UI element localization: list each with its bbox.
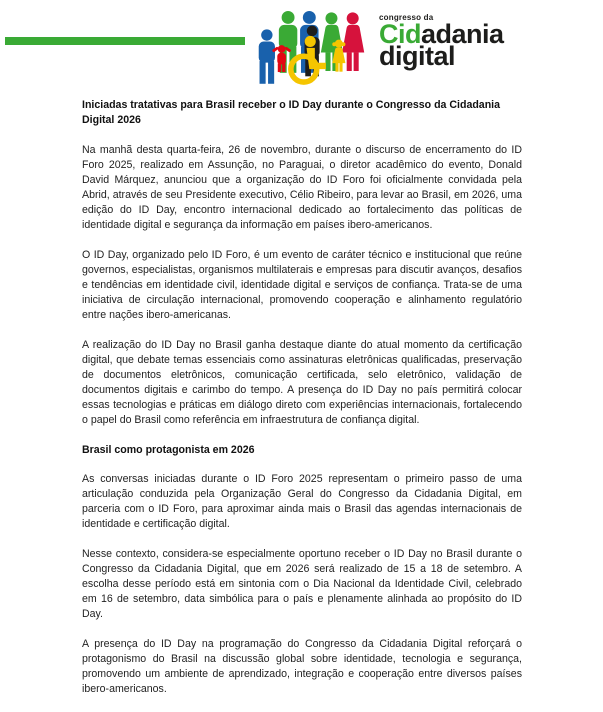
article-paragraph-3: A realização do ID Day no Brasil ganha destaque diante do atual momento da certificação digital, que debate temas essenciais como assinaturas eletrônicas qualificadas, preservação de documentos eletrônicos, comunicação certificada, selo eletrônico, validação de documentos digitais e carimbo do tempo. A presença do ID Day no país permitirá colocar essas tecnologias e práticas em diálogo direto com experiências internacionais, fortalecendo o papel do Brasil como referência em infraestrutura de confiança digital.: [82, 339, 522, 426]
logo-wordmark-dark-part: adania: [421, 19, 504, 49]
article-paragraph-6: A presença do ID Day na programação do Congresso da Cidadania Digital reforçará o protagonismo do Brasil na discussão global sobre identidade, tecnologia e segurança, promovendo um ambiente de aprendizado, integração e cooperação entre diversos países ibero-americanos.: [82, 638, 522, 695]
congress-logo: [253, 6, 504, 88]
article-headline: Iniciadas tratativas para Brasil receber o ID Day durante o Congresso da Cidadania Digital 2026: [82, 99, 501, 126]
green-accent-bar: [5, 37, 245, 45]
article-paragraph-2: O ID Day, organizado pelo ID Foro, é um evento de caráter técnico e institucional que reúne governos, especialistas, organismos multilaterais e empresas para discutir avanços, desafios e tendências em identidade civil, identidade digital e serviços de confiança. Trata-se de uma iniciativa de circulação internacional, promovendo cooperação e alinhamento regulatório entre nações ibero-americanas.: [82, 249, 522, 321]
article-body: [82, 98, 522, 712]
people-crowd-icon: [253, 6, 373, 88]
logo-wordmark-line2: digital: [379, 41, 455, 72]
logo-text-block: [379, 6, 504, 72]
logo-wordmark-green-part: Cid: [379, 19, 421, 49]
logo-tagline: congresso da: [379, 13, 434, 22]
article-paragraph-1: Na manhã desta quarta-feira, 26 de novembro, durante o discurso de encerramento do ID Foro 2025, realizado em Assunção, no Paraguai, o diretor acadêmico do evento, Donald David Márquez, anunciou que a organização do ID Foro foi oficialmente convidada pela Abrid, através de seu Presidente executivo, Célio Ribeiro, para levar ao Brasil, em 2026, uma edição do ID Day, encontro internacional dedicado ao fortalecimento das políticas de identidade digital e segurança da informação em países ibero-americanos.: [82, 144, 522, 231]
article-paragraph-5: Nesse contexto, considera-se especialmente oportuno receber o ID Day no Brasil durante o Congresso da Cidadania Digital, que em 2026 será realizado de 15 a 18 de setembro. A escolha desse período está em sintonia com o Dia Nacional da Identidade Civil, celebrado em 16 de setembro, data simbólica para o país e plenamente alinhada ao propósito do ID Day.: [82, 548, 522, 620]
article-subheading: Brasil como protagonista em 2026: [82, 444, 255, 456]
article-paragraph-4: As conversas iniciadas durante o ID Foro 2025 representam o primeiro passo de uma articulação conduzida pela Organização Geral do Congresso da Cidadania Digital, em parceria com o ID Foro, para aproximar ainda mais o Brasil das agendas internacionais de identidade e certificação digital.: [82, 473, 522, 530]
